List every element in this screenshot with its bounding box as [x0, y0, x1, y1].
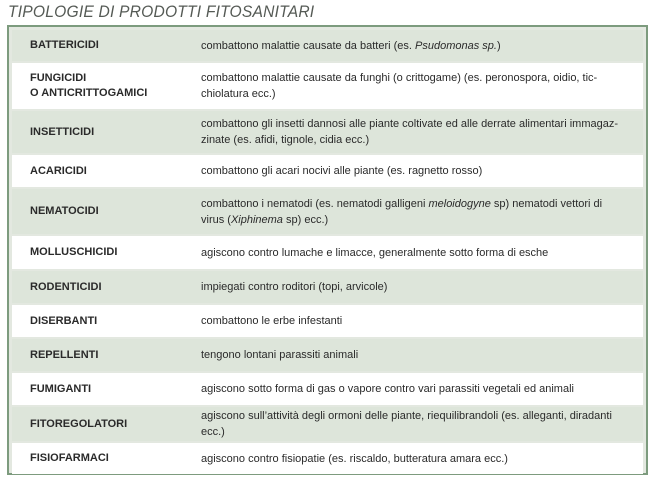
product-type-description: combattono gli insetti dannosi alle piante coltivate ed alle derrate alimentari immagaz- zinate (es. afidi, tignole, cidia ecc.)	[201, 118, 619, 146]
table-row	[12, 407, 643, 441]
table-row	[12, 339, 643, 371]
table-row	[12, 305, 643, 337]
product-type-name: FISIOFARMACI	[30, 452, 109, 464]
product-type-description: agiscono contro fisiopatie (es. riscaldo, butteratura amara ecc.)	[201, 452, 508, 465]
product-type-name: BATTERICIDI	[30, 39, 99, 51]
product-type-description: agiscono contro lumache e limacce, generalmente sotto forma di esche	[201, 246, 549, 259]
table-row	[12, 443, 643, 474]
product-type-name: FITOREGOLATORI	[30, 417, 128, 430]
product-type-name: NEMATOCIDI	[30, 205, 99, 217]
product-type-description: agiscono sull’attività degli ormoni delle piante, riequilibrandoli (es. alleganti, diradanti ecc.)	[201, 410, 612, 438]
product-type-name: INSETTICIDI	[30, 125, 95, 138]
product-type-name: ACARICIDI	[30, 164, 87, 177]
product-type-description: combattono malattie causate da funghi (o crittogame) (es. peronospora, oidio, tic- chiolatura ecc.)	[201, 72, 598, 100]
product-type-name: FUMIGANTI	[30, 382, 92, 395]
table-row	[12, 189, 643, 234]
product-type-description: combattono i nematodi (es. nematodi galligeni meloidogyne sp) nematodi vettori di virus (Xiphinema sp) ecc.)	[201, 197, 603, 226]
product-type-description: combattono malattie causate da batteri (es. Psudomonas sp.)	[201, 39, 501, 52]
table-row	[12, 373, 643, 405]
table-row	[12, 63, 643, 109]
product-type-name: REPELLENTI	[30, 348, 99, 361]
table-row	[12, 155, 643, 187]
product-type-name: DISERBANTI	[30, 314, 98, 327]
table-row	[12, 30, 643, 61]
table-row	[12, 111, 643, 153]
products-table	[7, 25, 648, 475]
product-type-description: impiegati contro roditori (topi, arvicole)	[201, 281, 388, 293]
product-type-name: MOLLUSCHICIDI	[30, 246, 118, 258]
table-row	[12, 236, 643, 269]
product-type-description: agiscono sotto forma di gas o vapore contro vari parassiti vegetali ed animali	[201, 383, 574, 395]
page-title: TIPOLOGIE DI PRODOTTI FITOSANITARI	[8, 2, 315, 21]
product-type-description: tengono lontani parassiti animali	[201, 349, 359, 361]
product-type-description: combattono le erbe infestanti	[201, 315, 343, 327]
product-type-description: combattono gli acari nocivi alle piante (es. ragnetto rosso)	[201, 165, 483, 177]
product-type-name: FUNGICIDI O ANTICRITTOGAMICI	[30, 72, 148, 99]
product-type-name: RODENTICIDI	[30, 280, 102, 293]
table-row	[12, 271, 643, 303]
